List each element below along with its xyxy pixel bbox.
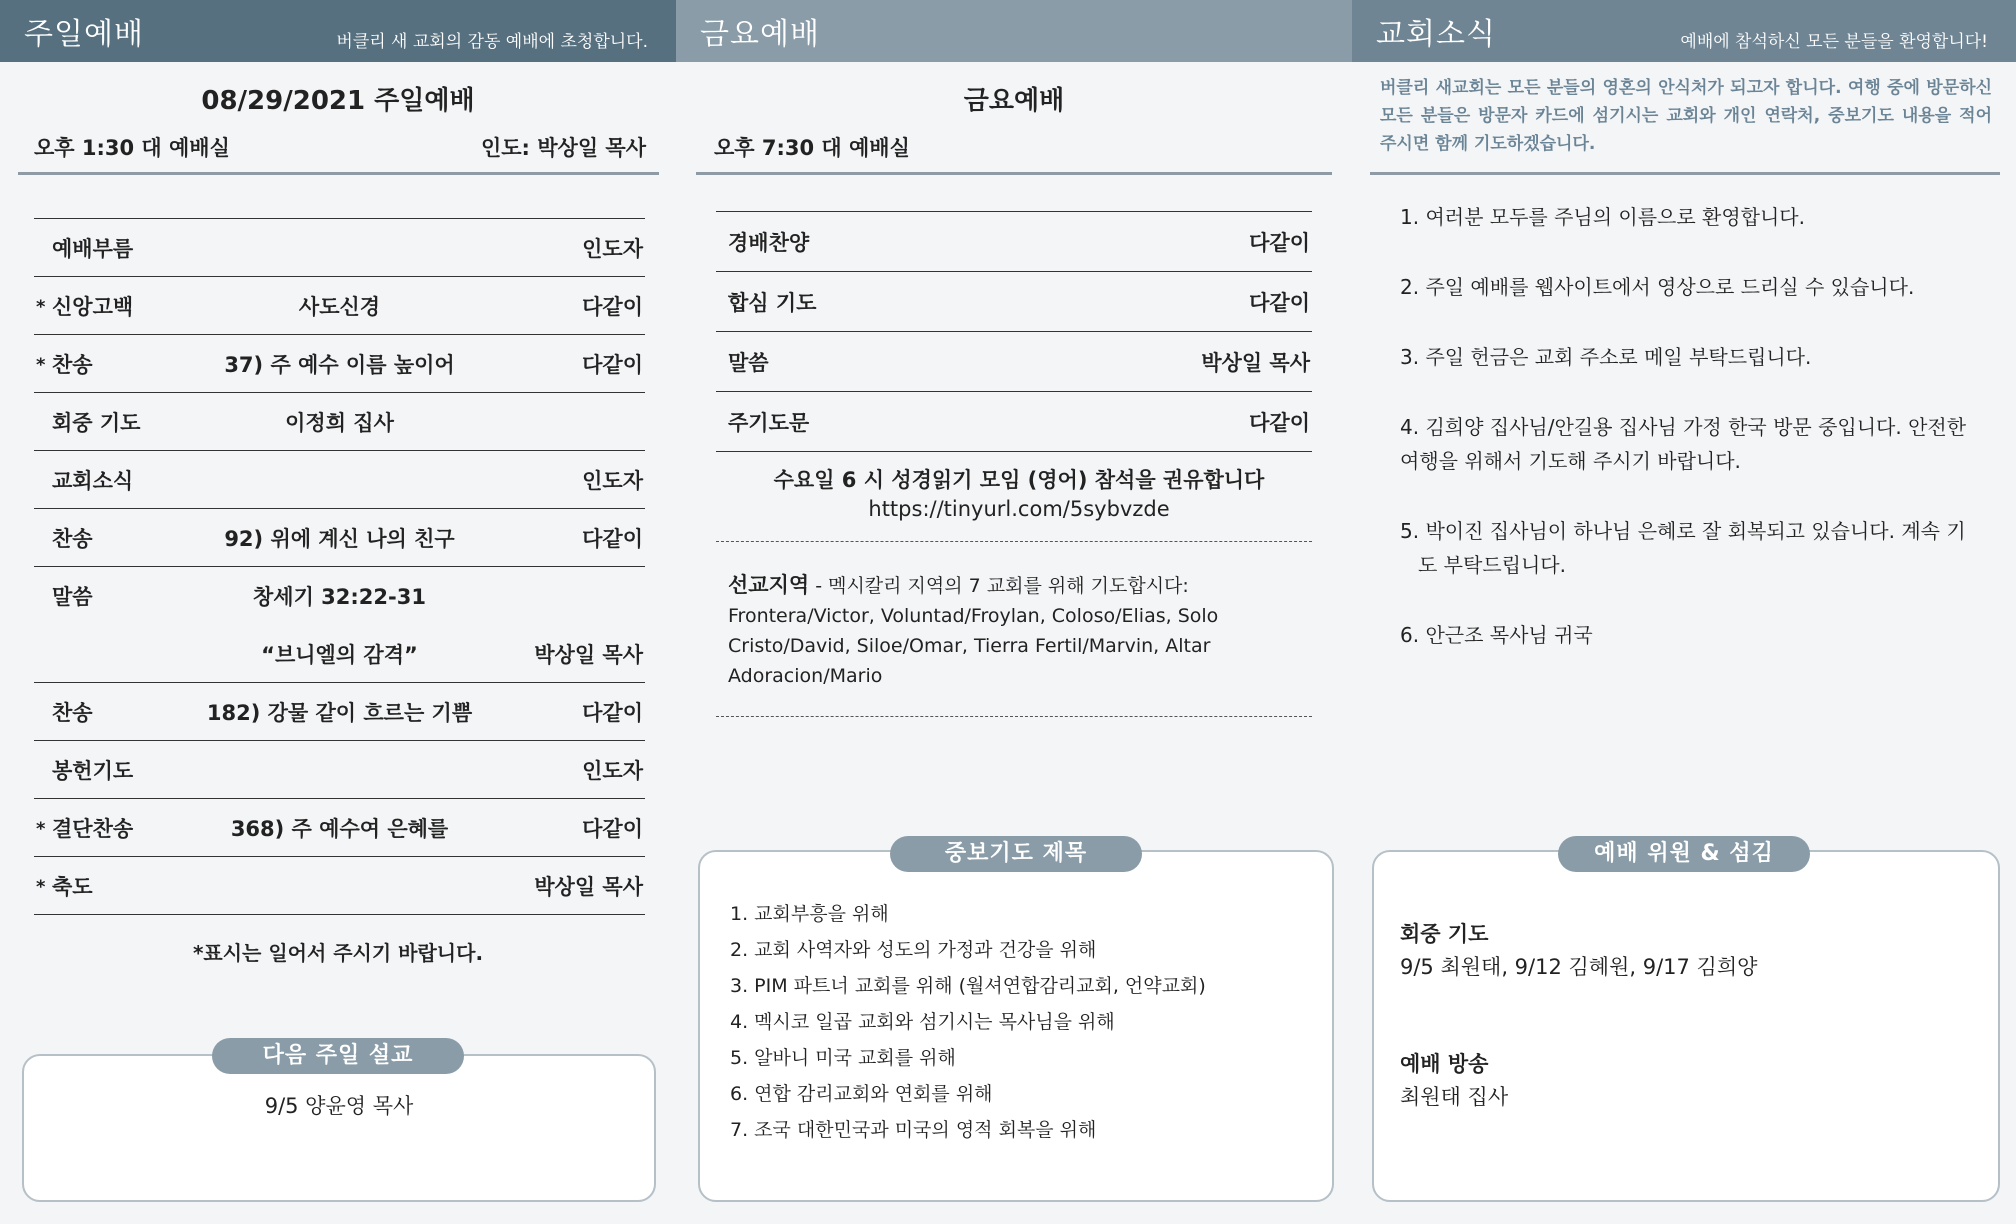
prayer-schedule: 9/5 최원태, 9/12 김혜원, 9/17 김희양 <box>1400 955 1758 979</box>
bible-study-url[interactable]: https://tinyurl.com/5sybvzde <box>868 497 1170 521</box>
prayer-item: 1. 교회부흥을 위해 <box>730 903 889 925</box>
order-row: 경배찬양 다같이 <box>716 212 1312 272</box>
mission-label: 선교지역 <box>728 573 810 597</box>
prayer-pill: 중보기도 제목 <box>890 836 1142 872</box>
news-band-title: 교회소식 <box>1376 17 1496 52</box>
prayer-item: 5. 알바니 미국 교회를 위해 <box>730 1047 956 1069</box>
order-row: * 신앙고백 사도신경 다같이 <box>34 277 645 335</box>
mission-line: Frontera/Victor, Voluntad/Froylan, Coloso/Elias, Solo <box>728 605 1219 627</box>
friday-dash-2 <box>716 716 1312 717</box>
sunday-title: 08/29/2021 주일예배 <box>201 86 475 116</box>
sunday-time-place: 오후 1:30 대 예배실 <box>34 136 230 160</box>
news-item: 3. 주일 헌금은 교회 주소로 메일 부탁드립니다. <box>1400 345 1812 369</box>
prayer-item: 3. PIM 파트너 교회를 위해 (월셔연합감리교회, 언약교회) <box>730 975 1206 997</box>
standing-note: *표시는 일어서 주시기 바랍니다. <box>192 941 484 965</box>
prayer-item: 7. 조국 대한민국과 미국의 영적 회복을 위해 <box>730 1119 1097 1141</box>
order-row: 말씀 박상일 목사 <box>716 332 1312 392</box>
friday-header-band <box>676 0 1352 62</box>
sunday-band-title: 주일예배 <box>24 17 144 52</box>
news-panel <box>1352 0 2016 1224</box>
friday-panel <box>676 0 1352 1224</box>
order-row: “브니엘의 감격” 박상일 목사 <box>34 625 645 683</box>
order-row: 찬송 92) 위에 계신 나의 친구 다같이 <box>34 509 645 567</box>
next-week-text: 9/5 양윤영 목사 <box>264 1094 414 1118</box>
order-row: 말씀 창세기 32:22-31 <box>52 585 426 609</box>
friday-time-place: 오후 7:30 대 예배실 <box>714 136 910 160</box>
mission-text: - 멕시칼리 지역의 7 교회를 위해 기도합시다: <box>809 575 1189 597</box>
sunday-order <box>34 218 645 915</box>
friday-band-title: 금요예배 <box>700 17 820 52</box>
order-row: 회중 기도 이정희 집사 <box>34 393 645 451</box>
prayer-list <box>730 896 1206 1148</box>
news-item: 1. 여러분 모두를 주님의 이름으로 환영합니다. <box>1400 205 1805 229</box>
staff-pill: 예배 위원 & 섬김 <box>1558 836 1810 872</box>
prayer-head: 회중 기도 <box>1400 922 1489 946</box>
friday-title: 금요예배 <box>963 86 1065 116</box>
prayer-item: 2. 교회 사역자와 성도의 가정과 건강을 위해 <box>730 939 1097 961</box>
news-item: 2. 주일 예배를 웹사이트에서 영상으로 드리실 수 있습니다. <box>1400 275 1915 299</box>
news-header-band <box>1352 0 2016 62</box>
prayer-item: 4. 멕시코 일곱 교회와 섬기시는 목사님을 위해 <box>730 1011 1115 1033</box>
order-row: 찬송 182) 강물 같이 흐르는 기쁨 다같이 <box>34 683 645 741</box>
sunday-divider <box>18 172 659 175</box>
friday-divider <box>696 172 1332 175</box>
news-item: 5. 박이진 집사님이 하나님 은혜로 잘 회복되고 있습니다. 계속 기도 부탁드립니다. <box>1400 519 1966 577</box>
friday-meta <box>714 132 1322 162</box>
broadcast-person: 최원태 집사 <box>1400 1085 1509 1109</box>
sunday-band-subtitle: 버클리 새 교회의 감동 예배에 초청합니다. <box>336 31 648 52</box>
order-row: * 찬송 37) 주 예수 이름 높이어 다같이 <box>34 335 645 393</box>
order-row: 예배부름 인도자 <box>34 219 645 277</box>
friday-order <box>716 211 1312 452</box>
sunday-panel <box>0 0 676 1224</box>
prayer-box <box>698 850 1334 1202</box>
broadcast-head: 예배 방송 <box>1400 1052 1489 1076</box>
order-row: 봉헌기도 인도자 <box>34 741 645 799</box>
news-item: 6. 안근조 목사님 귀국 <box>1400 623 1593 647</box>
news-list <box>1400 200 1976 688</box>
sunday-header-band <box>0 0 676 62</box>
news-intro: 버클리 새교회는 모든 분들의 영혼의 안식처가 되고자 합니다. 여행 중에 방문하신 모든 분들은 방문자 카드에 섬기시는 교회와 개인 연락처, 중보기도 내용을 적어 주시면 함께 기도하겠습니다. <box>1380 78 1992 154</box>
news-band-subtitle: 예배에 참석하신 모든 분들을 환영합니다! <box>1680 31 1988 52</box>
mission-block <box>728 570 1328 691</box>
news-item: 4. 김희양 집사님/안길용 집사님 가정 한국 방문 중입니다. 안전한 여행을 위해서 기도해 주시기 바랍니다. <box>1400 415 1967 473</box>
order-row: 교회소식 인도자 <box>34 451 645 509</box>
mission-line: Cristo/David, Siloe/Omar, Tierra Fertil/Marvin, Altar <box>728 635 1211 657</box>
order-row: * 결단찬송 368) 주 예수여 은혜를 다같이 <box>34 799 645 857</box>
sunday-meta <box>34 132 646 162</box>
next-week-box <box>22 1054 656 1202</box>
next-week-pill: 다음 주일 설교 <box>212 1038 464 1074</box>
prayer-item: 6. 연합 감리교회와 연회를 위해 <box>730 1083 993 1105</box>
sunday-leader: 인도: 박상일 목사 <box>480 136 646 160</box>
staff-box <box>1372 850 2000 1202</box>
order-row: 합심 기도 다같이 <box>716 272 1312 332</box>
friday-dash-1 <box>716 541 1312 542</box>
news-divider <box>1370 172 2000 175</box>
bible-study-announce: 수요일 6 시 성경읽기 모임 (영어) 참석을 권유합니다 <box>773 468 1265 492</box>
mission-line: Adoracion/Mario <box>728 665 883 687</box>
order-row: 주기도문 다같이 <box>716 392 1312 452</box>
order-row: * 축도 박상일 목사 <box>34 857 645 915</box>
